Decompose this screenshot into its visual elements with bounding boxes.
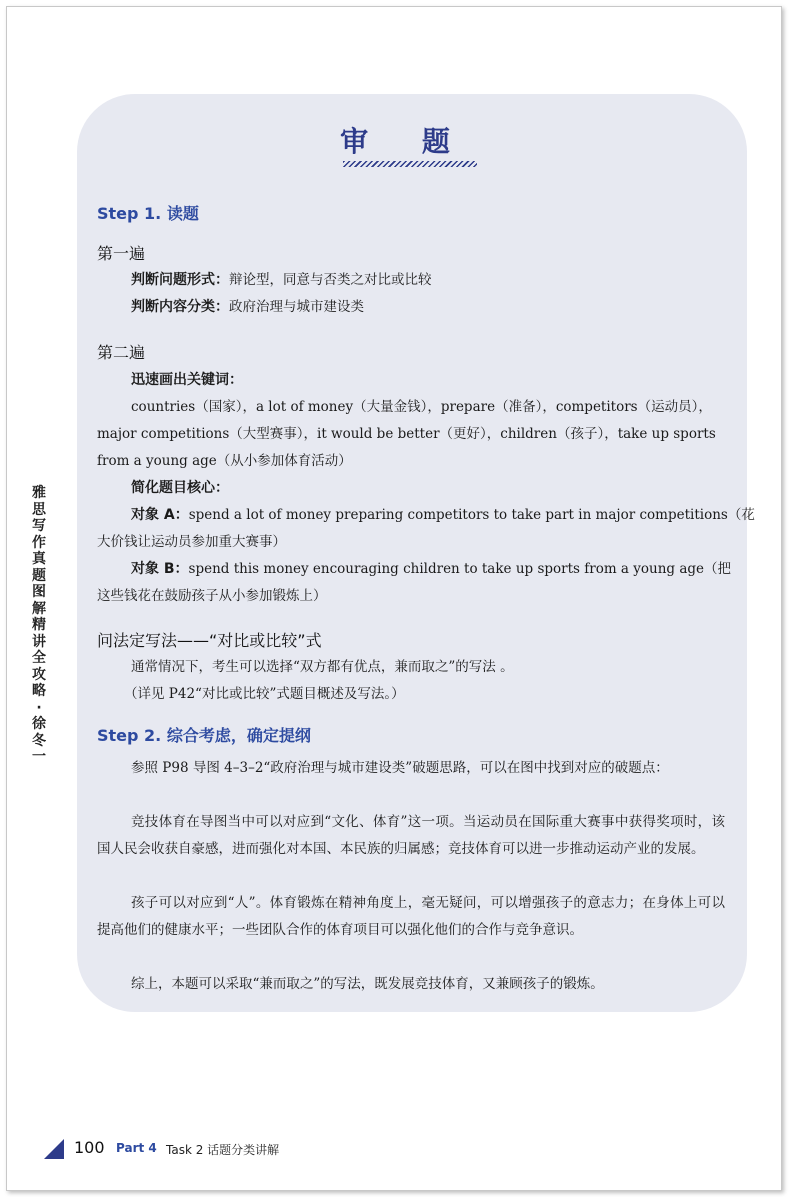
sidebar-char: 全 <box>32 650 46 666</box>
second-pass-heading: 第二遍 <box>97 343 146 362</box>
step1-heading: Step 1. 读题 <box>97 204 199 223</box>
form-value: 辩论型，同意与否类之对比或比较 <box>229 272 432 288</box>
sidebar-char: 精 <box>32 617 46 633</box>
form-label: 判断问题形式： <box>131 272 229 288</box>
page-title: 审 题 <box>340 125 472 158</box>
sidebar-char: 图 <box>32 584 46 600</box>
object-a-text: spend a lot of money preparing competitors to take part in major competitions（花 <box>188 507 755 523</box>
object-a-line-1 <box>131 502 759 529</box>
sidebar-char: 冬 <box>32 732 46 749</box>
sidebar-char: 思 <box>32 501 46 518</box>
object-b-label: 对象 B： <box>131 561 189 577</box>
core-label: 简化题目核心： <box>131 480 229 496</box>
sidebar-char: 讲 <box>32 633 46 650</box>
title-underline <box>343 161 477 167</box>
sidebar-char: 解 <box>32 600 46 617</box>
footer-triangle-icon <box>44 1139 64 1159</box>
keywords-line-2: major competitions（大型赛事），it would be better（更好），children（孩子），take up sports <box>97 426 716 442</box>
sidebar-char: 写 <box>32 518 46 534</box>
category-label: 判断内容分类： <box>131 299 229 315</box>
sidebar-char: · <box>36 699 42 716</box>
page-number: 100 <box>74 1138 105 1157</box>
first-pass-heading: 第一遍 <box>97 244 146 263</box>
object-b-text: spend this money encouraging children to take up sports from a young age（把 <box>188 561 732 577</box>
sidebar-char: 一 <box>32 749 46 765</box>
sidebar-char: 作 <box>32 534 46 551</box>
sidebar-text <box>30 485 48 766</box>
sidebar-char: 真 <box>32 551 46 567</box>
paragraph-4: 综上，本题可以采取“兼而取之”的写法，既发展竞技体育，又兼顾孩子的锻炼。 <box>131 976 604 992</box>
sidebar-char: 略 <box>32 683 46 699</box>
step2-heading: Step 2. 综合考虑，确定提纲 <box>97 726 311 745</box>
sidebar-char: 题 <box>32 567 46 584</box>
paragraph-2: 竞技体育在导图当中可以对应到“文化、体育”这一项。当运动员在国际重大赛事中获得奖项时，该国人民会收获自豪感，进而强化对本国、本民族的归属感；竞技体育可以进一步推动运动产业的发展。 <box>97 814 725 857</box>
object-b-line-2: 这些钱花在鼓励孩子从小参加锻炼上） <box>97 588 327 604</box>
paragraph-3: 孩子可以对应到“人”。体育锻炼在精神角度上，毫无疑问，可以增强孩子的意志力；在身体上可以提高他们的健康水平；一些团队合作的体育项目可以强化他们的合作与竞争意识。 <box>97 895 725 938</box>
method-line-1: 通常情况下，考生可以选择“双方都有优点，兼而取之”的写法 。 <box>131 659 514 675</box>
object-a-line-2: 大价钱让运动员参加重大赛事） <box>97 534 286 550</box>
paragraph-1: 参照 P98 导图 4–3–2“政府治理与城市建设类”破题思路，可以在图中找到对应的破题点： <box>131 760 669 776</box>
form-line <box>131 267 759 294</box>
keywords-line-3: from a young age（从小参加体育活动） <box>97 453 352 469</box>
category-value: 政府治理与城市建设类 <box>229 299 364 315</box>
object-b-line-1 <box>131 556 759 583</box>
keywords-label: 迅速画出关键词： <box>131 372 243 388</box>
footer-task: Task 2 话题分类讲解 <box>166 1143 280 1157</box>
method-heading: 问法定写法——“对比或比较”式 <box>97 631 322 650</box>
footer-part: Part 4 <box>116 1141 157 1155</box>
sidebar-char: 徐 <box>32 716 46 732</box>
sidebar-book-title <box>30 485 48 766</box>
object-a-label: 对象 A： <box>131 507 189 523</box>
category-line <box>131 294 759 321</box>
keywords-line-1: countries（国家），a lot of money（大量金钱），prepare（准备），competitors（运动员）， <box>131 399 712 415</box>
sidebar-char: 攻 <box>32 666 46 683</box>
sidebar-char: 雅 <box>32 485 46 501</box>
method-line-2: （详见 P42“对比或比较”式题目概述及写法。） <box>124 686 405 702</box>
